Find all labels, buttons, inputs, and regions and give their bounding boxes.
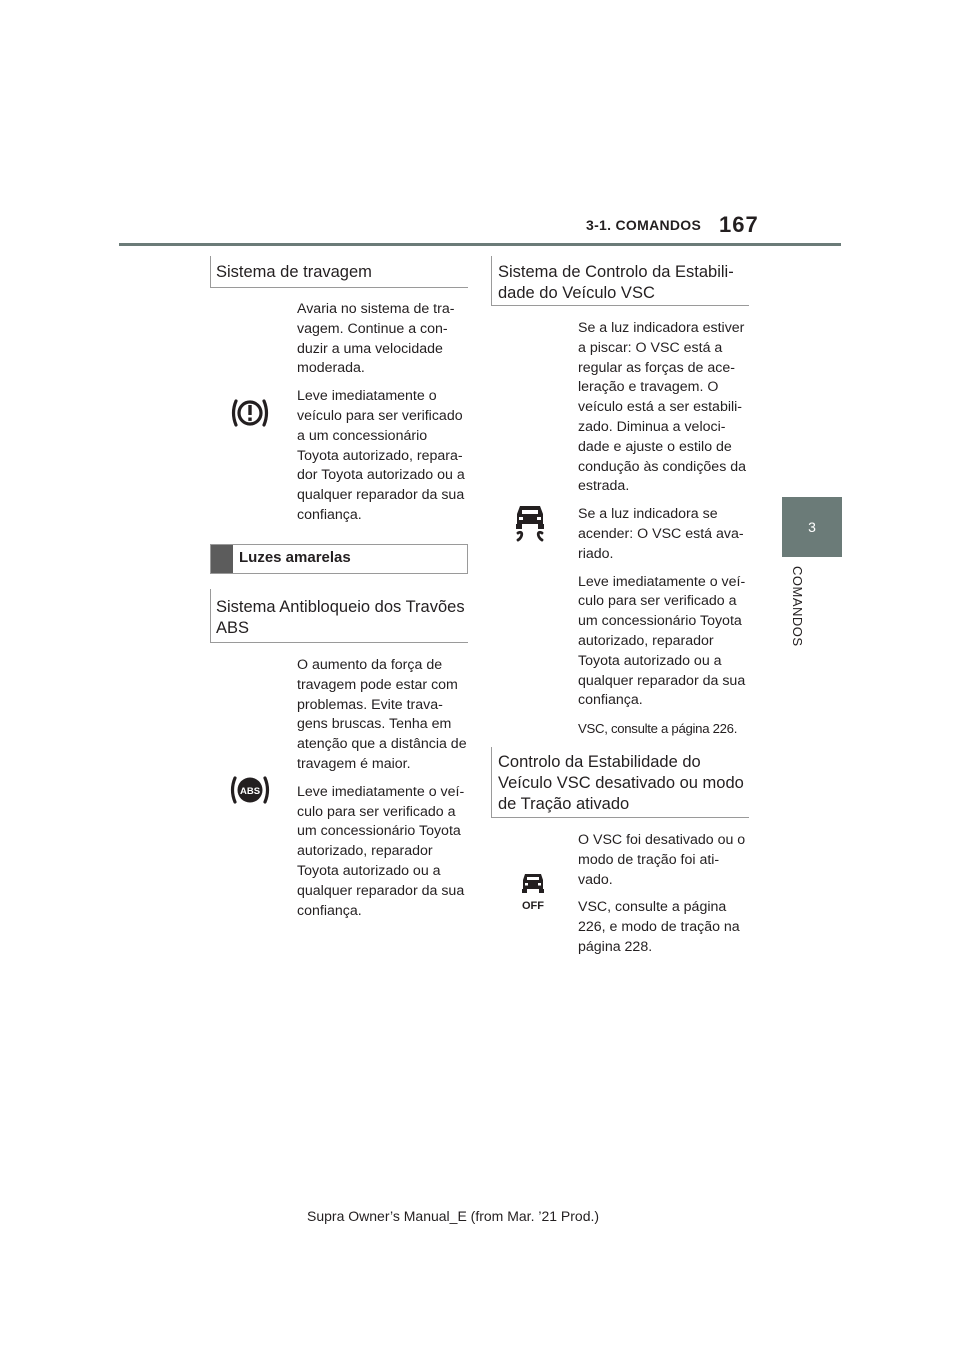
yellow-lights-label: Luzes amarelas [239, 549, 351, 566]
braking-description [297, 300, 469, 534]
section-rule-left [491, 256, 492, 305]
vsc-title: Sistema de Controlo da Estabili-dade do Veículo VSC [498, 263, 734, 302]
chapter-tab-label: COMANDOS [790, 566, 805, 647]
section-rule-left [491, 747, 492, 817]
header-divider [119, 243, 841, 246]
section-heading: 3-1. COMANDOS [586, 217, 702, 233]
footer-text: Supra Owner’s Manual_E (from Mar. ’21 Prod.) [307, 1208, 600, 1224]
vsc-paragraph-1: Se a luz indicadora estiver a piscar: O VSC está a regular as forças de ace-leração e travagem. O veículo está a ser estabili-zado. Diminua a veloci-dade e ajuste o estilo de condução às condições da estrada. [578, 320, 747, 495]
section-rule-bottom [210, 287, 468, 288]
abs-warning-icon [230, 773, 270, 807]
vsc-off-paragraph-2: VSC, consulte a página 226, e modo de tração na página 228. [578, 899, 740, 955]
section-rule-left [210, 256, 211, 287]
braking-paragraph-2: Leve imediatamente o veículo para ser verificado a um concessionário Toyota autorizado, repara-dor Toyota autorizado ou a qualquer reparador da sua confiança. [297, 388, 465, 523]
vsc-off-icon-text: OFF [522, 900, 544, 912]
yellow-lights-header [210, 544, 468, 574]
vsc-off-title: Controlo da Estabilidade do Veículo VSC desativado ou modo de Tração ativado [498, 753, 744, 813]
braking-title: Sistema de travagem [216, 263, 372, 281]
abs-paragraph-1: O aumento da força de travagem pode estar com problemas. Evite trava-gens bruscas. Tenha em atenção que a distância de travagem é maior. [297, 657, 467, 772]
vsc-description [578, 319, 750, 747]
abs-description [297, 656, 469, 929]
abs-icon-text: ABS [239, 786, 261, 797]
vsc-off-paragraph-1: O VSC foi desativado ou o modo de tração foi ati-vado. [578, 832, 746, 888]
page-number: 167 [719, 212, 759, 237]
section-rule-left [210, 589, 211, 642]
vsc-off-icon [518, 872, 548, 912]
vsc-paragraph-3: Leve imediatamente o veí-culo para ser verificado a um concessionário Toyota autorizado, reparador Toyota autorizado ou a qualquer reparador da sua confiança. [578, 573, 746, 709]
section-rule-bottom [210, 642, 468, 643]
abs-title: Sistema Antibloqueio dos Travões ABS [216, 598, 465, 637]
vsc-paragraph-2: Se a luz indicadora se acender: O VSC está ava-riado. [578, 506, 744, 562]
vsc-reference: VSC, consulte a página 226. [578, 721, 738, 737]
section-rule-bottom [491, 305, 749, 306]
header-swatch [211, 545, 233, 573]
braking-paragraph-1: Avaria no sistema de tra-vagem. Continue a con-duzir a uma velocidade moderada. [297, 301, 455, 377]
vsc-skid-icon [512, 504, 548, 544]
abs-paragraph-2: Leve imediatamente o veí-culo para ser verificado a um concessionário Toyota autorizado, reparador Toyota autorizado ou a qualquer reparador da sua confiança. [297, 783, 465, 919]
vsc-off-description [578, 831, 750, 966]
section-rule-bottom [491, 817, 749, 818]
chapter-tab: 3 [782, 497, 842, 557]
brake-warning-icon [230, 396, 270, 430]
